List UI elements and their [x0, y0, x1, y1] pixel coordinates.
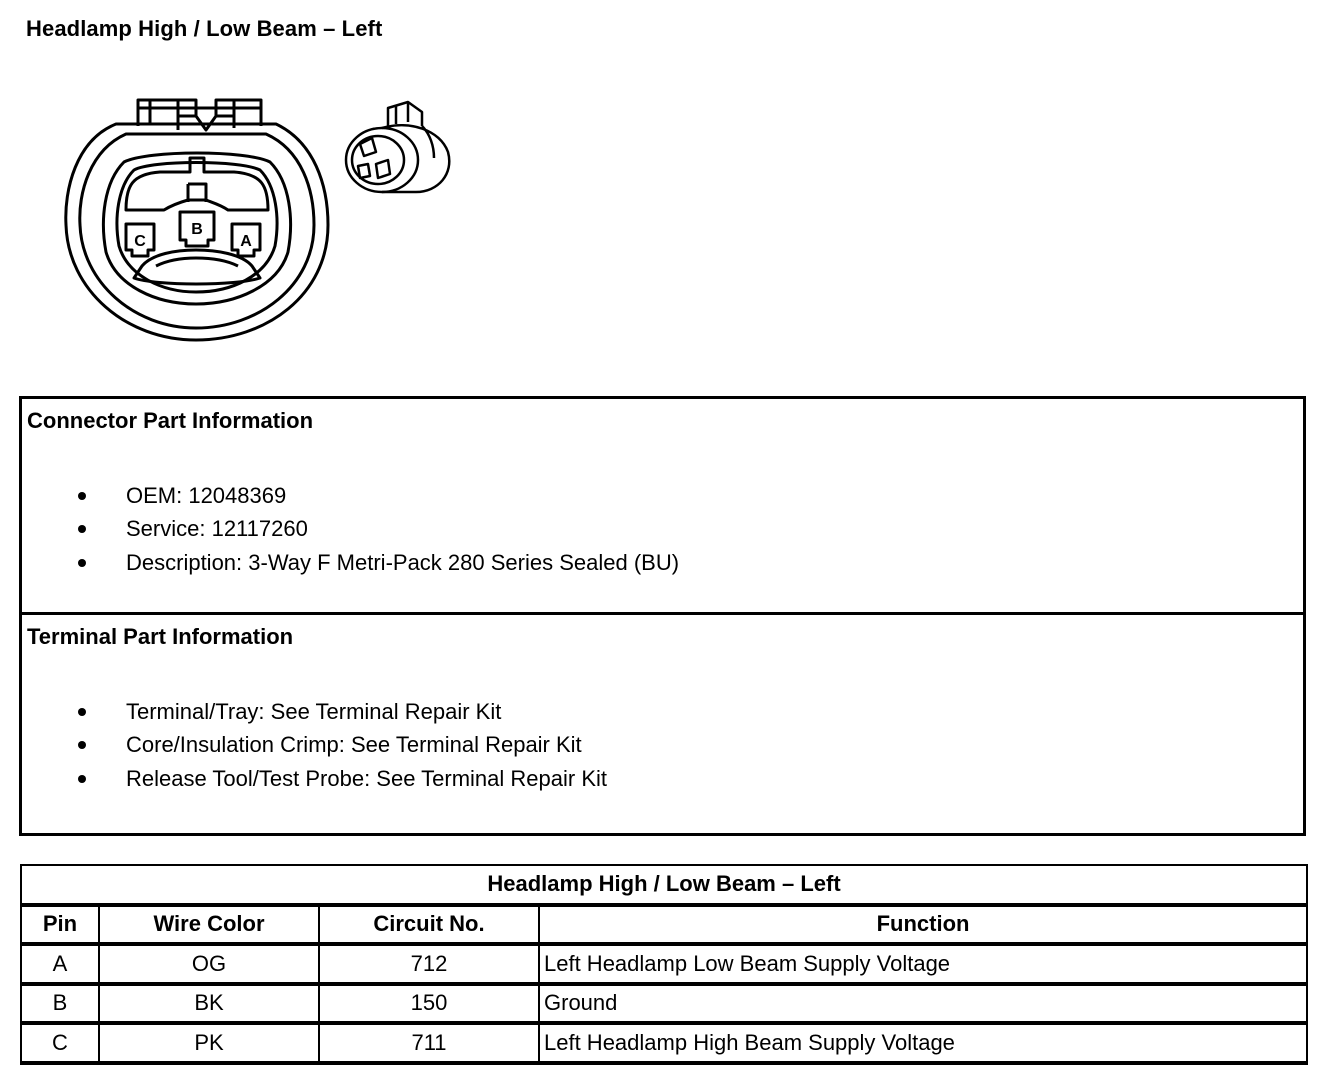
cell-function: Left Headlamp High Beam Supply Voltage	[539, 1023, 1307, 1063]
pin-c-label: C	[134, 233, 146, 250]
pin-table	[20, 864, 1308, 1065]
column-header-circuit-no: Circuit No.	[319, 905, 539, 945]
connector-part-info-list	[22, 479, 679, 579]
cell-circuit-no: 150	[319, 984, 539, 1024]
table-row	[21, 984, 1307, 1024]
table-caption: Headlamp High / Low Beam – Left	[21, 865, 1307, 905]
terminal-part-info-heading: Terminal Part Information	[27, 624, 294, 649]
connector-part-info-heading: Connector Part Information	[27, 408, 314, 433]
bullet-icon	[78, 492, 86, 500]
list-item	[22, 546, 679, 579]
list-item	[22, 762, 607, 795]
connector-service: Service: 12117260	[126, 516, 308, 542]
cell-wire-color: PK	[99, 1023, 319, 1063]
bullet-icon	[78, 525, 86, 533]
terminal-tray: Terminal/Tray: See Terminal Repair Kit	[126, 699, 502, 724]
table-caption-row	[21, 865, 1307, 905]
pin-b-label: B	[191, 221, 203, 238]
cell-function: Ground	[539, 984, 1307, 1024]
column-header-pin: Pin	[21, 905, 99, 945]
table-row	[21, 1023, 1307, 1063]
bullet-icon	[78, 708, 86, 716]
pin-a-label: A	[240, 233, 252, 250]
cell-pin: A	[21, 944, 99, 984]
column-header-function: Function	[539, 905, 1307, 945]
table-header-row	[21, 905, 1307, 945]
cell-function: Left Headlamp Low Beam Supply Voltage	[539, 944, 1307, 984]
list-item	[22, 728, 607, 761]
bullet-icon	[78, 559, 86, 567]
table-row	[21, 944, 1307, 984]
connector-part-information	[22, 399, 1303, 615]
cell-pin: B	[21, 984, 99, 1024]
column-header-wire-color: Wire Color	[99, 905, 319, 945]
part-information-box	[19, 396, 1306, 836]
connector-isometric-illustration	[330, 94, 456, 200]
connector-oem: OEM: 12048369	[126, 483, 287, 508]
terminal-part-information	[22, 615, 1303, 833]
cell-pin: C	[21, 1023, 99, 1063]
connector-face-illustration	[56, 90, 336, 348]
list-item	[22, 512, 679, 545]
connector-description: Description: 3-Way F Metri-Pack 280 Series Sealed (BU)	[126, 549, 680, 575]
release-tool-test-probe: Release Tool/Test Probe: See Terminal Repair Kit	[126, 765, 607, 791]
page-title: Headlamp High / Low Beam – Left	[26, 16, 383, 41]
list-item	[22, 695, 607, 728]
cell-circuit-no: 711	[319, 1023, 539, 1063]
list-item	[22, 479, 679, 512]
cell-circuit-no: 712	[319, 944, 539, 984]
core-insulation-crimp: Core/Insulation Crimp: See Terminal Repair Kit	[126, 732, 582, 758]
bullet-icon	[78, 775, 86, 783]
terminal-part-info-list	[22, 695, 607, 795]
cell-wire-color: OG	[99, 944, 319, 984]
cell-wire-color: BK	[99, 984, 319, 1024]
bullet-icon	[78, 741, 86, 749]
